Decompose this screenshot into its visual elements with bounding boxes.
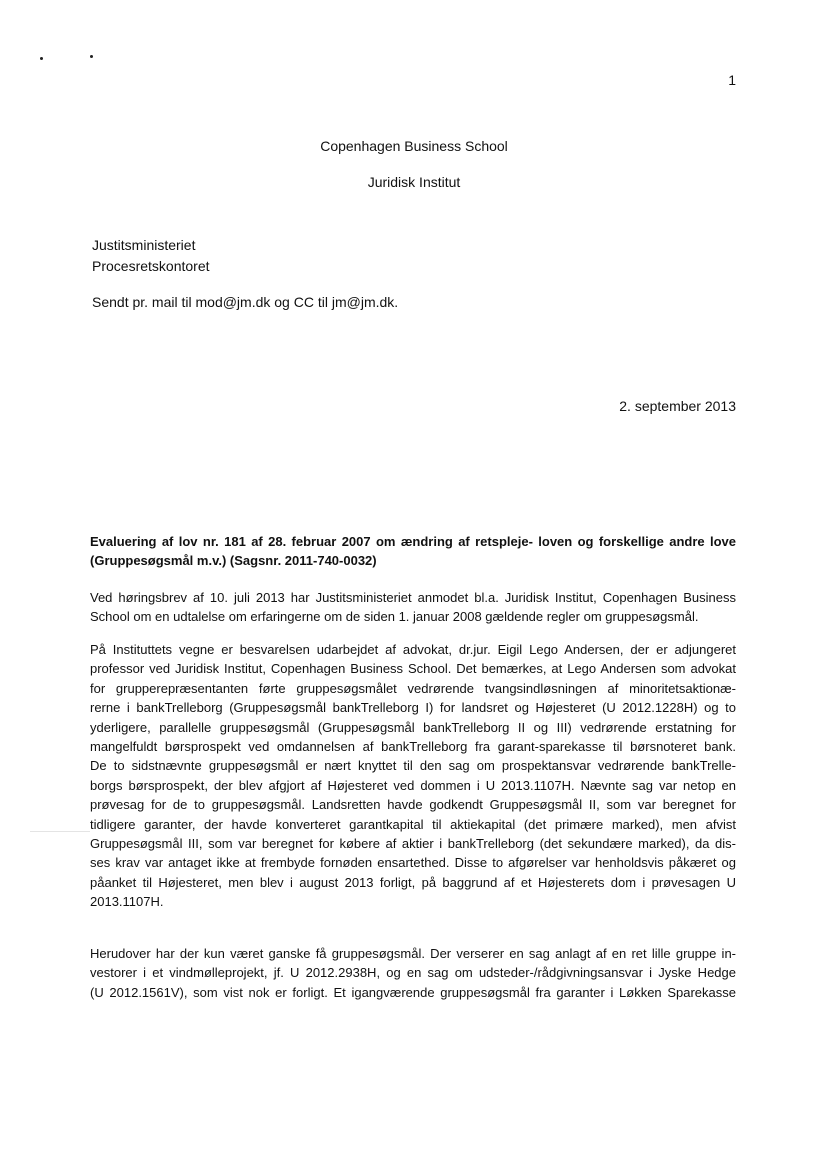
text-line: borgs børsprospekt, der blev afgjort af Højesteret ved dommen i U 2013.1107H. Nævnte sag var netop en bbox=[90, 777, 736, 793]
recipient-line-1: Justitsministeriet bbox=[92, 237, 196, 253]
scan-speck bbox=[40, 57, 43, 60]
text-line: School om en udtalelse om erfaringerne om de siden 1. januar 2008 gældende regler om gruppesøgsmål. bbox=[90, 609, 699, 625]
subject-line: (Gruppesøgsmål m.v.) (Sagsnr. 2011-740-0032) bbox=[90, 553, 377, 569]
recipient-line-2: Procesretskontoret bbox=[92, 258, 210, 274]
text-line: prøvesag for de to gruppesøgsmål. Landsretten havde godkendt Gruppesøgsmål II, som var beregnet for bbox=[90, 797, 736, 813]
text-line: Herudover har der kun været ganske få gruppesøgsmål. Der verserer en sag anlagt af en ret lille gruppe in- bbox=[90, 946, 736, 961]
subject-line: Evaluering af lov nr. 181 af 28. februar 2007 om ændring af retspleje- loven og forskellige andre love bbox=[90, 534, 736, 549]
paragraph-3 bbox=[90, 944, 736, 1002]
text-line: for grupperepræsentanten førte gruppesøgsmålet vedrørende tvangsindløsningen af minoritetsaktionæ- bbox=[90, 680, 736, 696]
text-line: påanket til Højesteret, men blev i august 2013 forligt, på baggrund af et Højesterets dom i prøvesagen U bbox=[90, 874, 736, 890]
sent-note: Sendt pr. mail til mod@jm.dk og CC til jm@jm.dk. bbox=[92, 294, 399, 310]
text-line: 2013.1107H. bbox=[90, 894, 164, 910]
department-name: Juridisk Institut bbox=[367, 174, 461, 190]
text-line: De to sidstnævnte gruppesøgsmål er nært knyttet til den sag om prospektansvar vedrørende bankTrelle- bbox=[90, 758, 736, 774]
text-line: ses krav var antaget ikke at frembyde fornøden ensartethed. Disse to afgørelser var henholdsvis påkæret og bbox=[90, 855, 736, 871]
text-line: Gruppesøgsmål III, som var beregnet for købere af aktier i bankTrelleborg (det sekundære marked), da dis- bbox=[90, 836, 736, 852]
text-line: professor ved Juridisk Institut, Copenhagen Business School. Det bemærkes, at Lego Andersen som advokat bbox=[90, 661, 736, 677]
scan-speck bbox=[90, 55, 93, 58]
text-line: På Instituttets vegne er besvarelsen udarbejdet af advokat, dr.jur. Eigil Lego Andersen, der er adjungeret bbox=[90, 642, 736, 657]
text-line: tidligere garanter, der havde konverteret garantkapital til aktiekapital (det primære marked), men afvist bbox=[90, 816, 736, 832]
page-number: 1 bbox=[728, 72, 736, 88]
text-line: (U 2012.1561V), som vist nok er forligt. Et igangværende gruppesøgsmål fra garanter i Løkken Sparekasse bbox=[90, 984, 736, 1000]
institution-name: Copenhagen Business School bbox=[320, 138, 508, 154]
scan-artifact-line bbox=[30, 831, 90, 832]
letter-date: 2. september 2013 bbox=[619, 398, 736, 414]
text-line: yderligere, parallelle gruppesøgsmål (Gruppesøgsmål bankTrelleborg II og III) vedrørende erstatning for bbox=[90, 719, 736, 735]
text-line: rerne i bankTrelleborg (Gruppesøgsmål bankTrelleborg I) for landsret og Højesteret (U 2012.1228H) og to bbox=[90, 700, 736, 716]
subject-heading bbox=[90, 532, 736, 571]
text-line: vestorer i et vindmølleprojekt, jf. U 2012.2938H, og en sag om udsteder-/rådgivningsansvar i Jyske Hedge bbox=[90, 965, 736, 981]
paragraph-1 bbox=[90, 588, 736, 627]
text-line: mangelfuldt børsprospekt ved omdannelsen af bankTrelleborg fra garant-sparekasse til børsnoteret bank. bbox=[90, 739, 736, 755]
text-line: Ved høringsbrev af 10. juli 2013 har Justitsministeriet anmodet bl.a. Juridisk Institut, Copenhagen Business bbox=[90, 590, 736, 605]
paragraph-2 bbox=[90, 640, 736, 912]
